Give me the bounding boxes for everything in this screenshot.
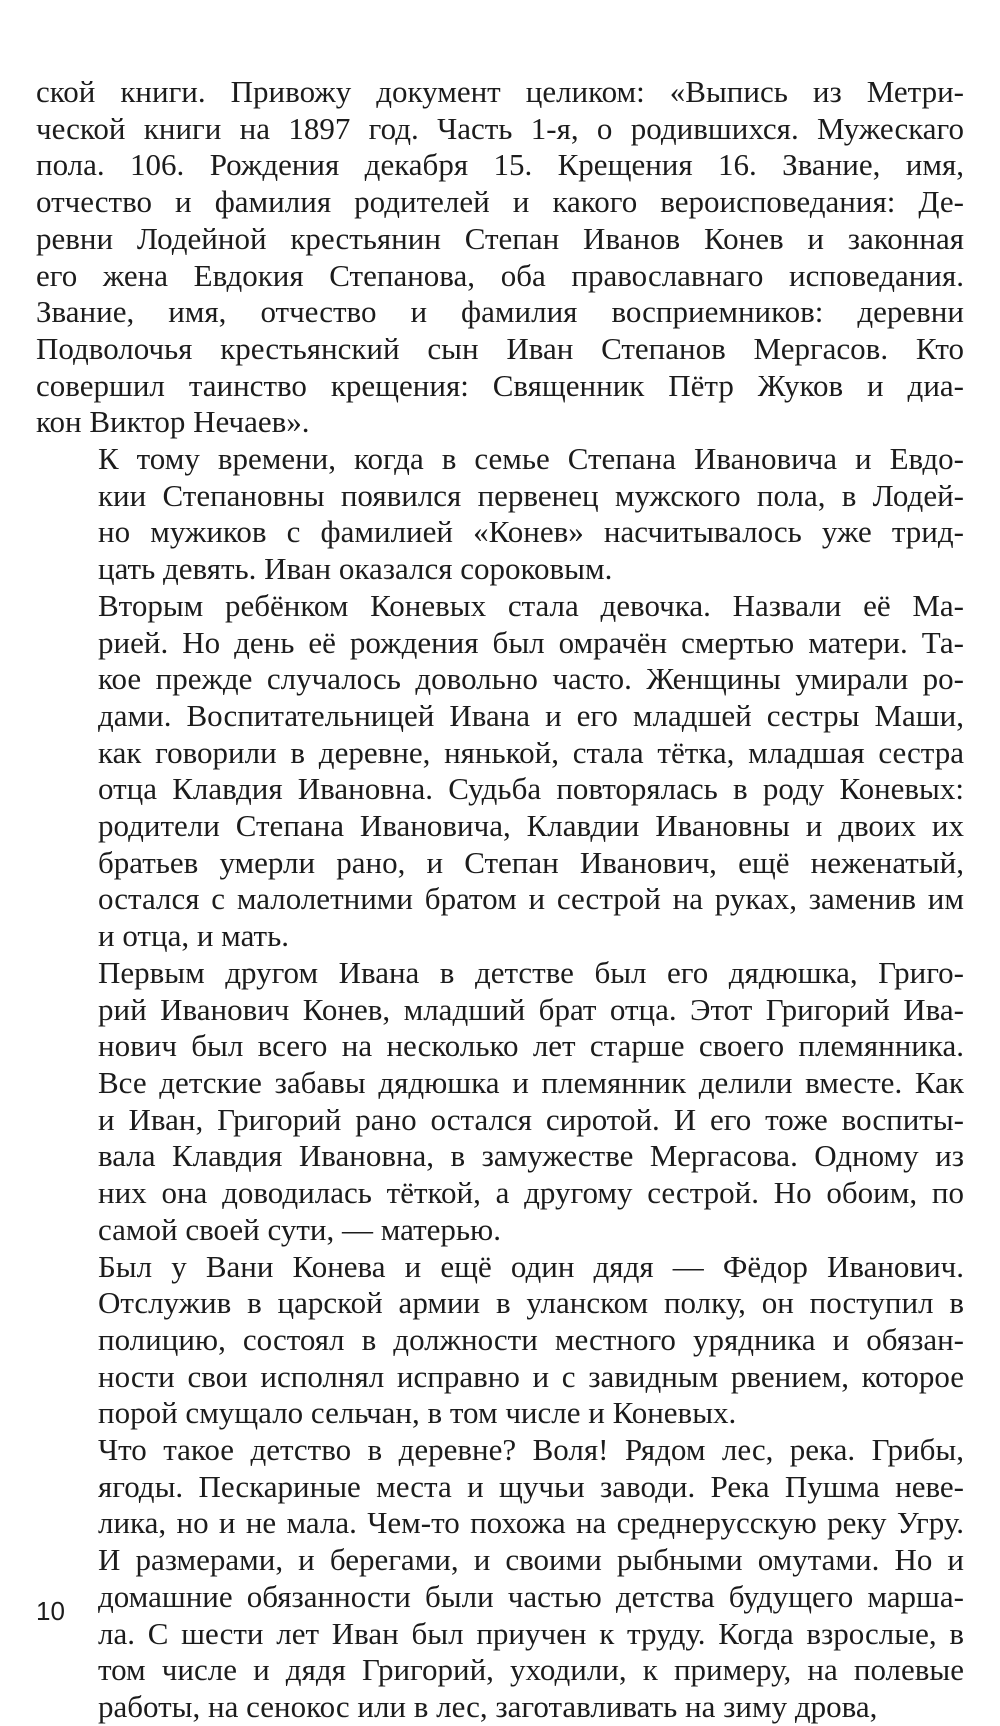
text-line: ревни Лодейной крестьянин Степан Иванов Конев и законная <box>36 220 964 256</box>
text-line: но мужиков с фамилией «Конев» насчитывалось уже трид- <box>98 514 964 550</box>
body-text <box>36 74 964 1726</box>
paragraph <box>36 1249 964 1433</box>
text-line: его жена Евдокия Степанова, оба православнаго исповедания. <box>36 257 964 293</box>
text-line: вала Клавдия Ивановна, в замужестве Мергасова. Одному из <box>98 1138 964 1174</box>
text-line: цать девять. Иван оказался сороковым. <box>98 551 613 587</box>
text-line: порой смущало сельчан, в том числе и Коневых. <box>98 1395 737 1431</box>
text-line: как говорили в деревне, нянькой, стала тётка, младшая сестра <box>98 734 964 770</box>
text-line: рией. Но день её рождения был омрачён смертью матери. Та- <box>98 624 964 660</box>
text-line: отца Клавдия Ивановна. Судьба повторялась в роду Коневых: <box>98 771 964 807</box>
text-line: домашние обязанности были частью детства будущего марша- <box>98 1578 964 1614</box>
paragraph <box>36 588 964 955</box>
text-line: Был у Вани Конева и ещё один дядя — Фёдор Иванович. <box>98 1248 964 1284</box>
paragraph <box>36 74 964 441</box>
text-line: братьев умерли рано, и Степан Иванович, ещё неженатый, <box>98 844 964 880</box>
text-line: пола. 106. Рождения декабря 15. Крещения 16. Звание, имя, <box>36 147 964 183</box>
text-line: полицию, состоял в должности местного урядника и обязан- <box>98 1321 964 1357</box>
text-line: нович был всего на несколько лет старше своего племянника. <box>98 1028 964 1064</box>
text-line: совершил таинство крещения: Священник Пётр Жуков и диа- <box>36 367 964 403</box>
text-line: Отслужив в царской армии в уланском полку, он поступил в <box>98 1285 964 1321</box>
text-line: ской книги. Привожу документ целиком: «Выпись из Метри- <box>36 74 964 109</box>
text-line: и отца, и мать. <box>98 918 289 954</box>
text-line: ла. С шести лет Иван был приучен к труду. Когда взрослые, в <box>98 1615 964 1651</box>
text-line: К тому времени, когда в семье Степана Ивановича и Евдо- <box>98 441 964 477</box>
text-line: остался с малолетними братом и сестрой на руках, заменив им <box>98 881 964 917</box>
text-line: работы, на сенокос или в лес, заготавливать на зиму дрова, <box>98 1688 878 1724</box>
paragraph <box>36 1432 964 1726</box>
text-line: лика, но и не мала. Чем-то похожа на среднерусскую реку Угру. <box>98 1505 964 1541</box>
text-line: Подволочья крестьянский сын Иван Степанов Мергасов. Кто <box>36 330 964 366</box>
text-line: кон Виктор Нечаев». <box>36 404 310 440</box>
paragraph <box>36 441 964 588</box>
text-line: ягоды. Пескариные места и щучьи заводи. Река Пушма неве- <box>98 1468 964 1504</box>
text-line: них она доводилась тёткой, а другому сестрой. Но обоим, по <box>98 1175 964 1211</box>
text-line: Звание, имя, отчество и фамилия восприемников: деревни <box>36 294 964 330</box>
text-line: Вторым ребёнком Коневых стала девочка. Назвали её Ма- <box>98 587 964 623</box>
text-line: Что такое детство в деревне? Воля! Рядом лес, река. Грибы, <box>98 1432 964 1468</box>
text-line: самой своей сути, — матерью. <box>98 1211 501 1247</box>
text-line: И размерами, и берегами, и своими рыбными омутами. Но и <box>98 1542 964 1578</box>
text-line: том числе и дядя Григорий, уходили, к примеру, на полевые <box>98 1652 964 1688</box>
text-line: ческой книги на 1897 год. Часть 1-я, о родившихся. Мужескаго <box>36 110 964 146</box>
text-line: рий Иванович Конев, младший брат отца. Этот Григорий Ива- <box>98 991 964 1027</box>
text-line: и Иван, Григорий рано остался сиротой. И его тоже воспиты- <box>98 1101 964 1137</box>
text-line: ности свои исполнял исправно и с завидным рвением, которое <box>98 1358 964 1394</box>
text-line: Все детские забавы дядюшка и племянник делили вместе. Как <box>98 1064 964 1100</box>
text-line: кии Степановны появился первенец мужского пола, в Лодей- <box>98 477 964 513</box>
text-line: дами. Воспитательницей Ивана и его младшей сестры Маши, <box>98 697 964 733</box>
text-line: родители Степана Ивановича, Клавдии Ивановны и двоих их <box>98 808 964 844</box>
text-line: отчество и фамилия родителей и какого вероисповедания: Де- <box>36 184 964 220</box>
paragraph <box>36 955 964 1249</box>
page-number: 10 <box>36 1596 65 1626</box>
text-line: Первым другом Ивана в детстве был его дядюшка, Григо- <box>98 954 964 990</box>
text-line: кое прежде случалось довольно часто. Женщины умирали ро- <box>98 661 964 697</box>
